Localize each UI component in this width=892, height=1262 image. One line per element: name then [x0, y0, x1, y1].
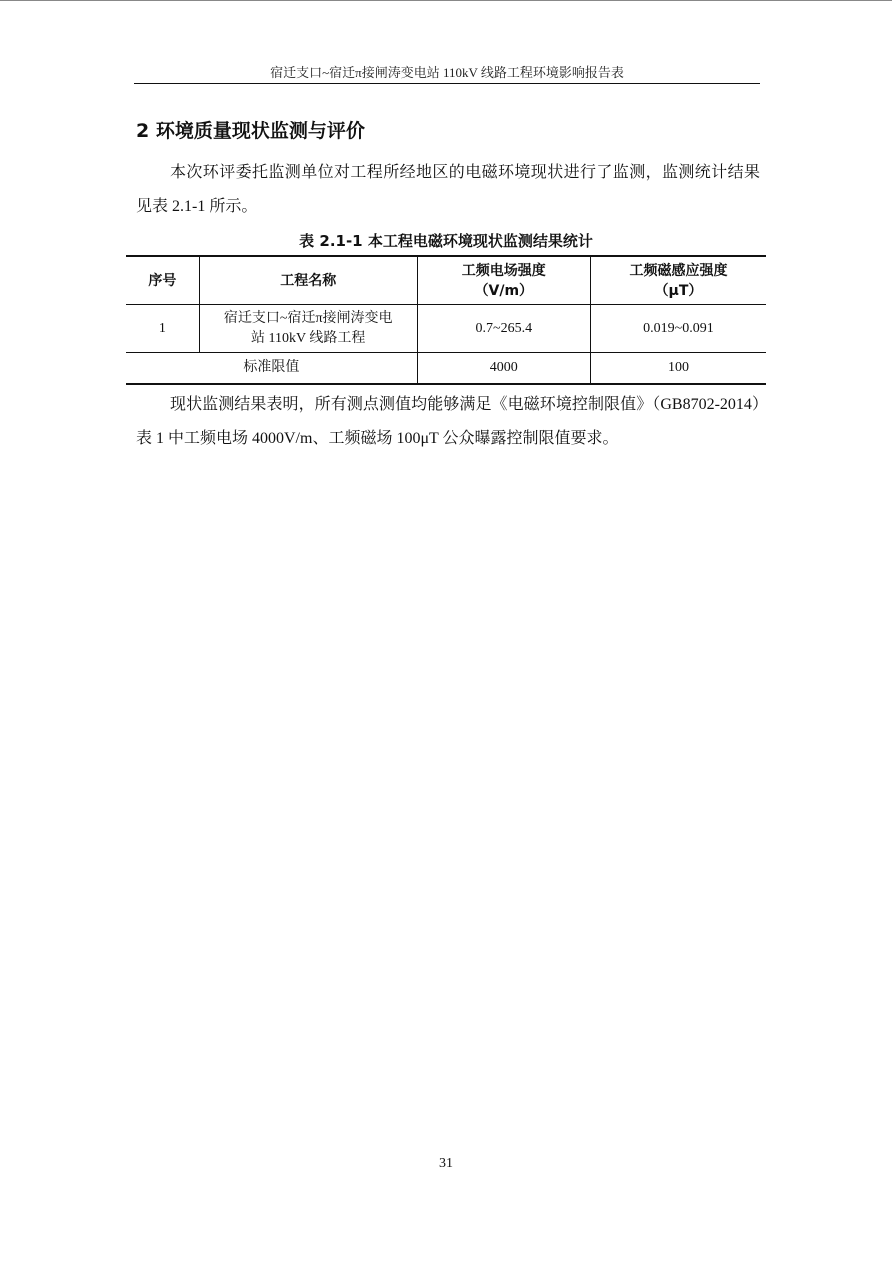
table-header-row: [126, 256, 766, 305]
header-b-field-unit: （μT）: [654, 282, 703, 299]
row-project-name-line1: 宿迁支口~宿迁π接闸涛变电: [223, 310, 393, 326]
page-number: 31: [439, 1156, 453, 1171]
row-no: 1: [126, 305, 199, 353]
table-row: [126, 305, 766, 353]
table-caption: 表 2.1-1 本工程电磁环境现状监测结果统计: [299, 232, 593, 250]
limit-e-field: 4000: [417, 353, 590, 385]
header-b-field: [590, 256, 766, 305]
row-b-field: 0.019~0.091: [590, 305, 766, 353]
header-e-field-unit: （V/m）: [474, 282, 534, 299]
running-header: 宿迁支口~宿迁π接闸涛变电站 110kV 线路工程环境影响报告表: [270, 65, 624, 80]
header-no: 序号: [126, 256, 199, 305]
row-project-name-line2: 站 110kV 线路工程: [251, 330, 366, 346]
row-project-name: [199, 305, 417, 353]
header-e-field: [417, 256, 590, 305]
header-e-field-label: 工频电场强度: [461, 262, 546, 279]
limit-label: 标准限值: [126, 353, 417, 385]
table-row-limit: [126, 353, 766, 385]
section-heading: 2 环境质量现状监测与评价: [136, 120, 365, 142]
header-divider: [134, 83, 760, 84]
conclusion-paragraph: 现状监测结果表明，所有测点测值均能够满足《电磁环境控制限值》（GB8702-2014）表 1 中工频电场 4000V/m、工频磁场 100μT 公众曝露控制限值要求。: [136, 396, 760, 447]
page-top-border: [0, 0, 892, 1]
limit-b-field: 100: [590, 353, 766, 385]
intro-paragraph: 本次环评委托监测单位对工程所经地区的电磁环境现状进行了监测，监测统计结果见表 2.1-1 所示。: [136, 164, 760, 215]
monitoring-results-table: [126, 255, 766, 385]
row-e-field: 0.7~265.4: [417, 305, 590, 353]
header-name: 工程名称: [199, 256, 417, 305]
header-b-field-label: 工频磁感应强度: [629, 262, 728, 279]
